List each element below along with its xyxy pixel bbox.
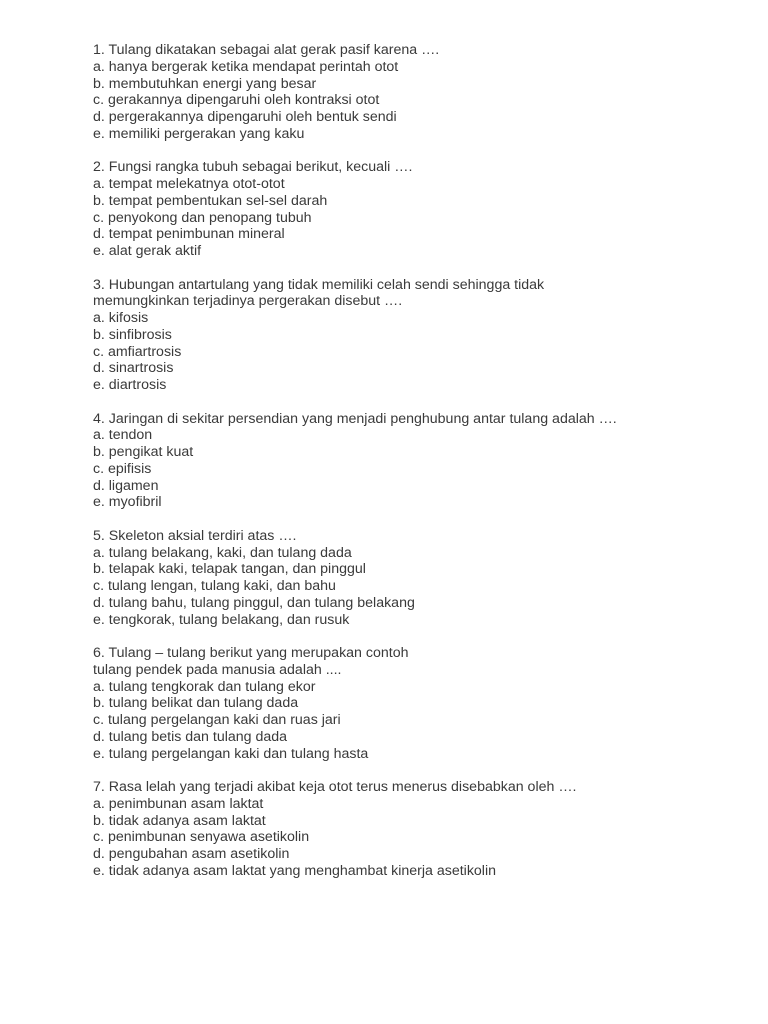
question-7 bbox=[93, 779, 733, 880]
question-text: 1. Tulang dikatakan sebagai alat gerak pasif karena …. bbox=[93, 42, 440, 58]
question-text: 2. Fungsi rangka tubuh sebagai berikut, kecuali …. bbox=[93, 159, 413, 176]
answer-option: c. gerakannya dipengaruhi oleh kontraksi otot bbox=[93, 92, 380, 109]
question-list bbox=[93, 42, 733, 896]
answer-option: b. membutuhkan energi yang besar bbox=[93, 75, 317, 92]
question-text: 6. Tulang – tulang berikut yang merupakan contoh bbox=[93, 645, 409, 661]
answer-option: c. tulang pergelangan kaki dan ruas jari bbox=[93, 712, 341, 728]
answer-option: c. epifisis bbox=[93, 460, 152, 477]
question-text: 7. Rasa lelah yang terjadi akibat keja otot terus menerus disebabkan oleh …. bbox=[93, 779, 577, 795]
answer-option: a. tulang belakang, kaki, dan tulang dada bbox=[93, 544, 352, 561]
answer-option: d. ligamen bbox=[93, 477, 159, 494]
answer-option: b. tulang belikat dan tulang dada bbox=[93, 695, 299, 712]
question-4 bbox=[93, 411, 733, 512]
question-6 bbox=[93, 645, 733, 762]
answer-option: e. myofibril bbox=[93, 494, 162, 511]
answer-option: e. memiliki pergerakan yang kaku bbox=[93, 125, 305, 142]
question-3 bbox=[93, 277, 733, 394]
answer-option: e. tulang pergelangan kaki dan tulang hasta bbox=[93, 745, 369, 762]
answer-option: d. pengubahan asam asetikolin bbox=[93, 846, 290, 862]
question-text: 4. Jaringan di sekitar persendian yang menjadi penghubung antar tulang adalah …. bbox=[93, 410, 617, 427]
question-1 bbox=[93, 42, 733, 143]
question-text: tulang pendek pada manusia adalah .... bbox=[93, 661, 342, 678]
answer-option: a. penimbunan asam laktat bbox=[93, 795, 264, 812]
answer-option: e. tidak adanya asam laktat yang menghambat kinerja asetikolin bbox=[93, 862, 496, 879]
answer-option: b. sinfibrosis bbox=[93, 326, 172, 343]
answer-option: e. tengkorak, tulang belakang, dan rusuk bbox=[93, 611, 350, 628]
answer-option: b. tempat pembentukan sel-sel darah bbox=[93, 192, 328, 209]
question-text: 5. Skeleton aksial terdiri atas …. bbox=[93, 527, 297, 544]
answer-option: b. tidak adanya asam laktat bbox=[93, 812, 266, 829]
answer-option: d. pergerakannya dipengaruhi oleh bentuk sendi bbox=[93, 109, 397, 125]
answer-option: a. tempat melekatnya otot-otot bbox=[93, 176, 285, 192]
answer-option: d. tempat penimbunan mineral bbox=[93, 226, 285, 243]
answer-option: e. diartrosis bbox=[93, 377, 167, 393]
answer-option: d. tulang bahu, tulang pinggul, dan tulang belakang bbox=[93, 594, 415, 611]
answer-option: c. penyokong dan penopang tubuh bbox=[93, 209, 312, 226]
answer-option: c. penimbunan senyawa asetikolin bbox=[93, 829, 310, 846]
answer-option: b. pengikat kuat bbox=[93, 444, 194, 460]
answer-option: e. alat gerak aktif bbox=[93, 243, 202, 259]
question-text: memungkinkan terjadinya pergerakan disebut …. bbox=[93, 293, 403, 310]
answer-option: a. hanya bergerak ketika mendapat perintah otot bbox=[93, 58, 399, 75]
answer-option: d. sinartrosis bbox=[93, 360, 174, 377]
answer-option: a. tulang tengkorak dan tulang ekor bbox=[93, 678, 316, 695]
question-2 bbox=[93, 159, 733, 260]
answer-option: d. tulang betis dan tulang dada bbox=[93, 728, 288, 745]
question-text: 3. Hubungan antartulang yang tidak memiliki celah sendi sehingga tidak bbox=[93, 276, 545, 293]
answer-option: a. tendon bbox=[93, 427, 153, 444]
answer-option: c. tulang lengan, tulang kaki, dan bahu bbox=[93, 578, 336, 594]
answer-option: c. amfiartrosis bbox=[93, 343, 182, 360]
answer-option: a. kifosis bbox=[93, 310, 149, 326]
question-5 bbox=[93, 528, 733, 629]
answer-option: b. telapak kaki, telapak tangan, dan pinggul bbox=[93, 561, 366, 578]
